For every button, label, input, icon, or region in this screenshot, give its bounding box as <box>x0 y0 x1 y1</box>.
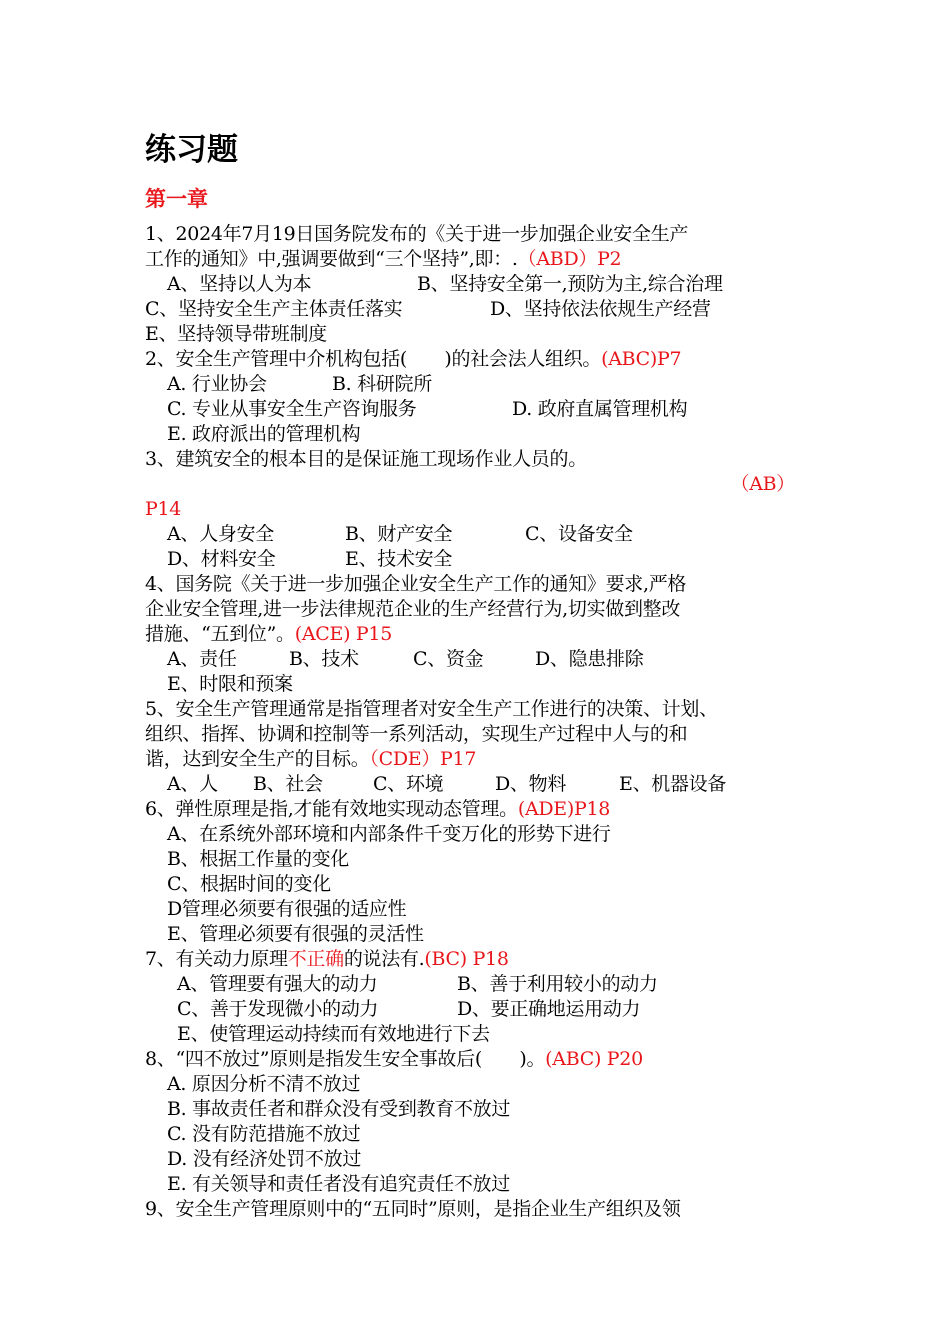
q6-option-d: D管理必须要有很强的适应性 <box>167 898 407 920</box>
q2-option-e: E. 政府派出的管理机构 <box>167 423 361 445</box>
q7-option-d: D、要正确地运用动力 <box>457 998 641 1020</box>
q1-stem: 工作的通知》中,强调要做到“三个坚持”,即：. <box>145 248 518 270</box>
q3-option-a: A、人身安全 <box>167 523 274 545</box>
q1-options-ab <box>145 272 825 297</box>
q5-stem: 谐，达到安全生产的目标。 <box>145 748 370 770</box>
q3-options-abc <box>145 522 825 547</box>
q4-option-a: A、责任 <box>167 648 237 670</box>
q4-stem: 措施、“五到位”。 <box>145 623 295 645</box>
q1-option-c: C、坚持安全生产主体责任落实 <box>145 298 403 320</box>
q1-option-b: B、坚持安全第一,预防为主,综合治理 <box>417 273 723 295</box>
q7-stem-tail: 的说法有. <box>343 948 425 970</box>
q4-option-c: C、资金 <box>413 648 484 670</box>
q5-option-a: A、人 <box>167 773 218 795</box>
q8-stem-line <box>145 1047 825 1072</box>
q2-options-cd <box>145 397 825 422</box>
q4-stem-line-3 <box>145 622 825 647</box>
q4-stem-line-1: 4、国务院《关于进一步加强企业安全生产工作的通知》要求,严格 <box>145 573 687 595</box>
q8-option-a: A. 原因分析不清不放过 <box>167 1073 361 1095</box>
q1-option-e: E、坚持领导带班制度 <box>145 323 327 345</box>
q7-options-ab <box>145 972 825 997</box>
q6-stem-line <box>145 797 825 822</box>
q2-stem-line <box>145 347 825 372</box>
q3-page-ref: P14 <box>145 498 182 520</box>
page-title: 练习题 <box>145 132 238 168</box>
q7-answer: (BC) P18 <box>424 948 509 970</box>
q7-options-cd <box>145 997 825 1022</box>
q6-option-a: A、在系统外部环境和内部条件千变万化的形势下进行 <box>167 823 611 845</box>
q6-option-b: B、根据工作量的变化 <box>167 848 349 870</box>
q1-stem-line-1: 1、2024年7月19日国务院发布的《关于进一步加强企业安全生产 <box>145 223 689 245</box>
q3-answer: （AB） <box>730 473 795 495</box>
q4-options-abcd <box>145 647 825 672</box>
q2-answer: (ABC)P7 <box>601 348 682 370</box>
q1-option-a: A、坚持以人为本 <box>167 273 312 295</box>
q3-option-c: C、设备安全 <box>525 523 633 545</box>
q8-option-b: B. 事故责任者和群众没有受到教育不放过 <box>167 1098 511 1120</box>
q5-option-e: E、机器设备 <box>619 773 727 795</box>
q7-option-b: B、善于利用较小的动力 <box>457 973 658 995</box>
q9-stem-line-1: 9、安全生产管理原则中的“五同时”原则，是指企业生产组织及领 <box>145 1198 681 1220</box>
q5-option-d: D、物料 <box>495 773 567 795</box>
q8-stem: 8、“四不放过”原则是指发生安全事故后( )。 <box>145 1048 546 1070</box>
q3-stem-line: 3、建筑安全的根本目的是保证施工现场作业人员的。 <box>145 448 587 470</box>
q1-option-d: D、坚持依法依规生产经营 <box>490 298 711 320</box>
q1-answer: （ABD）P2 <box>517 248 622 270</box>
q5-option-c: C、环境 <box>373 773 444 795</box>
q5-answer: （CDE）P17 <box>369 748 477 770</box>
q6-option-e: E、管理必须要有很强的灵活性 <box>167 923 424 945</box>
q6-option-c: C、根据时间的变化 <box>167 873 331 895</box>
q1-stem-line-2 <box>145 247 825 272</box>
q4-option-e: E、时限和预案 <box>167 673 293 695</box>
question-list <box>145 222 825 1222</box>
q7-stem-line <box>145 947 825 972</box>
q4-stem-line-2: 企业安全管理,进一步法律规范企业的生产经营行为,切实做到整改 <box>145 598 681 620</box>
q2-option-a: A. 行业协会 <box>167 373 267 395</box>
q7-option-a: A、管理要有强大的动力 <box>177 973 378 995</box>
q3-option-e: E、技术安全 <box>345 548 453 570</box>
q6-stem: 6、弹性原理是指,才能有效地实现动态管理。 <box>145 798 518 820</box>
q5-option-b: B、社会 <box>253 773 323 795</box>
q5-stem-line-1: 5、安全生产管理通常是指管理者对安全生产工作进行的决策、计划、 <box>145 698 718 720</box>
q1-options-cd <box>145 297 825 322</box>
q4-option-d: D、隐患排除 <box>535 648 644 670</box>
q5-options-abcde <box>145 772 825 797</box>
q3-option-d: D、材料安全 <box>167 548 276 570</box>
q6-answer: (ADE)P18 <box>517 798 611 820</box>
q8-option-c: C. 没有防范措施不放过 <box>167 1123 361 1145</box>
q7-option-e: E、使管理运动持续而有效地进行下去 <box>177 1023 490 1045</box>
q2-option-d: D. 政府直属管理机构 <box>512 398 688 420</box>
q2-options-ab <box>145 372 825 397</box>
q7-stem: 7、有关动力原理 <box>145 948 288 970</box>
q8-option-e: E. 有关领导和责任者没有追究责任不放过 <box>167 1173 510 1195</box>
q3-option-b: B、财产安全 <box>345 523 453 545</box>
chapter-heading: 第一章 <box>145 187 208 211</box>
q2-option-b: B. 科研院所 <box>332 373 432 395</box>
q2-stem: 2、安全生产管理中介机构包括( )的社会法人组织。 <box>145 348 602 370</box>
q8-answer: (ABC) P20 <box>545 1048 643 1070</box>
q8-option-d: D. 没有经济处罚不放过 <box>167 1148 362 1170</box>
q7-stem-emphasis: 不正确 <box>287 948 344 970</box>
q5-stem-line-3 <box>145 747 825 772</box>
q4-answer: (ACE) P15 <box>294 623 392 645</box>
q5-stem-line-2: 组织、指挥、协调和控制等一系列活动，实现生产过程中人与的和 <box>145 723 688 745</box>
q7-option-c: C、善于发现微小的动力 <box>177 998 379 1020</box>
q4-option-b: B、技术 <box>289 648 359 670</box>
q3-options-de <box>145 547 825 572</box>
q2-option-c: C. 专业从事安全生产咨询服务 <box>167 398 417 420</box>
